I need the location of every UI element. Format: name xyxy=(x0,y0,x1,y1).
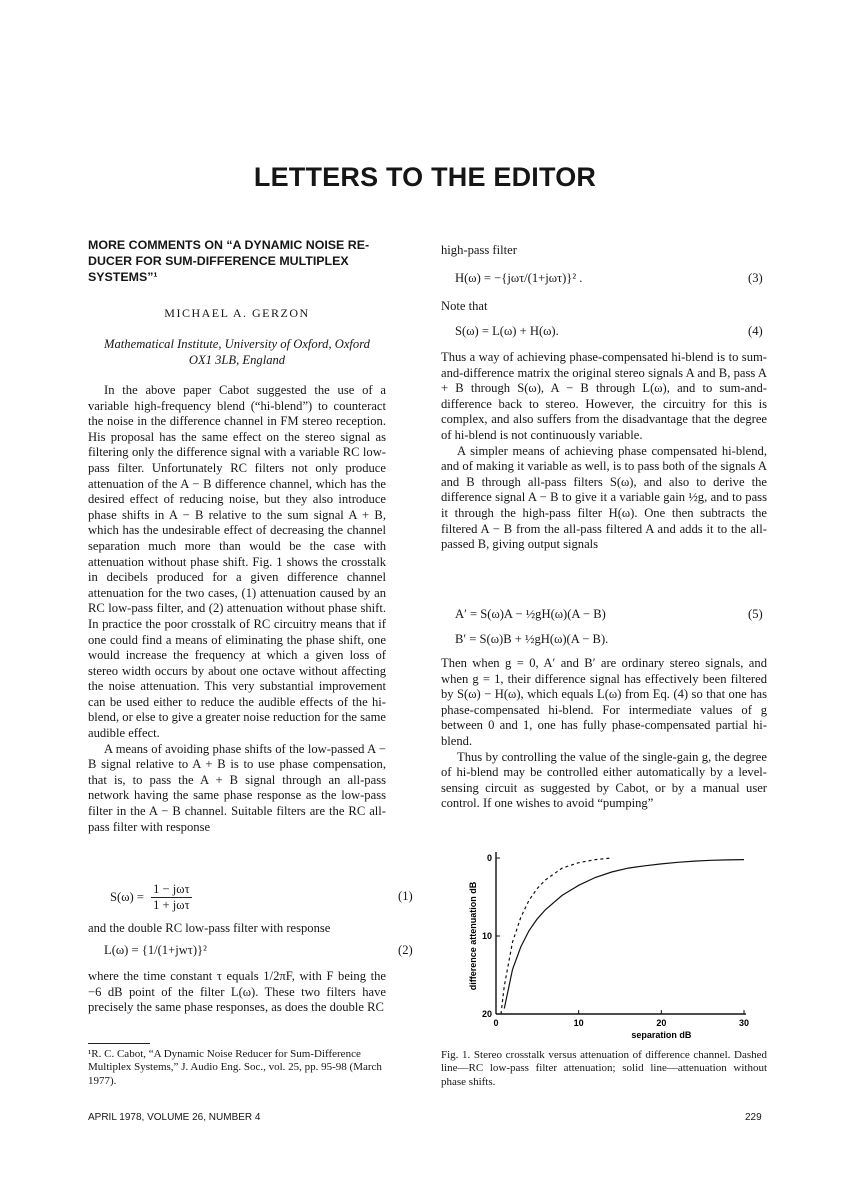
figure-1-chart xyxy=(462,838,752,1043)
x-tick-label: 0 xyxy=(493,1018,499,1028)
paragraph: and the double RC low-pass filter with response xyxy=(88,921,331,935)
chart-series xyxy=(501,858,744,1014)
paragraph: A means of avoiding phase shifts of the low-passed A − B signal relative to A + B is to use phase compensation, that is, to pass the A + B signal through an all-pass network having the same phase response as the low-pass filter in the A − B channel. Suitable filters are the RC all-pass filter with response xyxy=(88,741,386,834)
author-affiliation xyxy=(88,337,386,368)
chart-ticks xyxy=(468,853,749,1040)
paragraph: Note that xyxy=(441,299,488,313)
affiliation-line-2: OX1 3LB, England xyxy=(188,352,286,367)
equation-denominator: 1 + jωτ xyxy=(153,898,190,912)
x-axis-label: separation dB xyxy=(631,1030,692,1040)
left-column-body xyxy=(88,383,386,835)
paragraph: high-pass filter xyxy=(441,243,517,257)
equation-3: H(ω) = −{jωτ/(1+jωτ)}² . xyxy=(455,271,583,285)
paragraph: In the above paper Cabot suggested the use of a variable high-frequency blend (“hi-blend”) to counteract the noise in the difference channel in FM stereo reception. His proposal has the same effect on the stereo signal as filtering only the difference signal with a variable RC low-pass filter. Unfortunately RC filters not only produce attenuation of the A − B difference channel, which has the desired effect of reducing noise, but they also introduce phase shifts in A − B relative to the sum signal A + B, which has the undesirable effect of decreasing the channel separation much more than would be the case with attenuation without phase shift. Fig. 1 shows the crosstalk in decibels produced for a given difference channel attenuation for the two cases, (1) attenuation caused by an RC low-pass filter, and (2) attenuation without phase shift. In practice the poor crosstalk of RC circuitry means that if one could find a means of eliminating the phase shift, one would increase the frequency at which a given loss of stereo width occurs by about one octave without affecting the noise attenuation. This very substantial improvement can be used either to reduce the audible effects of the hi-blend, or else to give a greater noise reduction for the same audible effect. xyxy=(88,383,386,741)
equation-lhs: S(ω) = xyxy=(110,890,144,904)
right-column-body-2 xyxy=(441,656,767,812)
right-column-body xyxy=(441,350,767,553)
paragraph: A simpler means of achieving phase compensated hi-blend, and of making it variable as well, is to pass both of the signals A and B through all-pass filters S(ω), and also to derive the difference signal A − B to give it a variable gain ½g, and to pass it through the high-pass filter H(ω). One then subtracts the filtered A − B from the all-pass filtered A and adds it to the all-passed B, giving output signals xyxy=(441,443,767,552)
footer-issue: APRIL 1978, VOLUME 26, NUMBER 4 xyxy=(88,1112,261,1123)
footnote-rule xyxy=(88,1043,150,1044)
y-tick-label: 0 xyxy=(486,853,492,863)
y-axis-label: difference attenuation dB xyxy=(468,881,478,991)
affiliation-line-1: Mathematical Institute, University of Oxford, Oxford xyxy=(104,337,370,351)
page-number: 229 xyxy=(745,1112,762,1123)
y-tick-label: 10 xyxy=(481,931,492,941)
x-tick-label: 30 xyxy=(738,1018,750,1028)
equation-2: L(ω) = {1/(1+jwτ)}² xyxy=(104,943,207,957)
paragraph xyxy=(88,969,386,1016)
article-title: MORE COMMENTS ON “A DYNAMIC NOISE RE-DUCER FOR SUM-DIFFERENCE MULTIPLEX SYSTEMS”¹ xyxy=(88,238,370,284)
paragraph: Thus by controlling the value of the single-gain g, the degree of hi-blend may be controlled either automatically by a level-sensing circuit as suggested by Cabot, or by a manual user control. If one wishes to avoid “pumping” xyxy=(441,749,767,811)
equation-5b: B′ = S(ω)B + ½gH(ω)(A − B). xyxy=(455,632,609,646)
dashed-series-line xyxy=(501,858,612,1014)
x-tick-label: 20 xyxy=(656,1018,667,1028)
paragraph-text: where the time constant τ equals 1/2πF, with F being the −6 dB point of the filter L(ω). These two filters have precisely the same phase responses, as does the double RC xyxy=(88,969,386,1015)
chart-axes xyxy=(496,852,746,1014)
equation-number: (3) xyxy=(748,271,763,285)
footnote: ¹R. C. Cabot, “A Dynamic Noise Reducer for Sum-Difference Multiplex Systems,” J. Audio Eng. Soc., vol. 25, pp. 95-98 (March 1977). xyxy=(88,1048,382,1087)
equation-4: S(ω) = L(ω) + H(ω). xyxy=(455,324,559,338)
equation-1 xyxy=(110,882,192,913)
page-title: LETTERS TO THE EDITOR xyxy=(253,162,597,192)
author-name: MICHAEL A. GERZON xyxy=(164,306,310,320)
paragraph: Thus a way of achieving phase-compensated hi-blend is to sum-and-difference matrix the original stereo signals A and B, pass A + B through S(ω), A − B through L(ω), and to sum-and-difference back to stereo. However, the circuitry for this is complex, and also suffers from the disadvantage that the degree of hi-blend is not continuously variable. xyxy=(441,350,767,442)
equation-numerator: 1 − jωτ xyxy=(153,882,190,896)
equation-number: (1) xyxy=(398,889,413,903)
x-tick-label: 10 xyxy=(573,1018,584,1028)
equation-number: (5) xyxy=(748,607,763,621)
equation-5a: A′ = S(ω)A − ½gH(ω)(A − B) xyxy=(455,607,606,621)
figure-caption: Fig. 1. Stereo crosstalk versus attenuation of difference channel. Dashed line—RC low-pass filter attenuation; solid line—attenuation without phase shifts. xyxy=(441,1049,767,1088)
y-tick-label: 20 xyxy=(481,1009,492,1019)
solid-series-line xyxy=(504,860,744,1009)
paragraph: Then when g = 0, A′ and B′ are ordinary stereo signals, and when g = 1, their difference signal has effectively been filtered by S(ω) − H(ω), which equals L(ω) from Eq. (4) so that one has phase-compensated hi-blend. For intermediate values of g between 0 and 1, one has fully phase-compensated partial hi-blend. xyxy=(441,656,767,748)
equation-number: (2) xyxy=(398,943,413,957)
equation-number: (4) xyxy=(748,324,763,338)
